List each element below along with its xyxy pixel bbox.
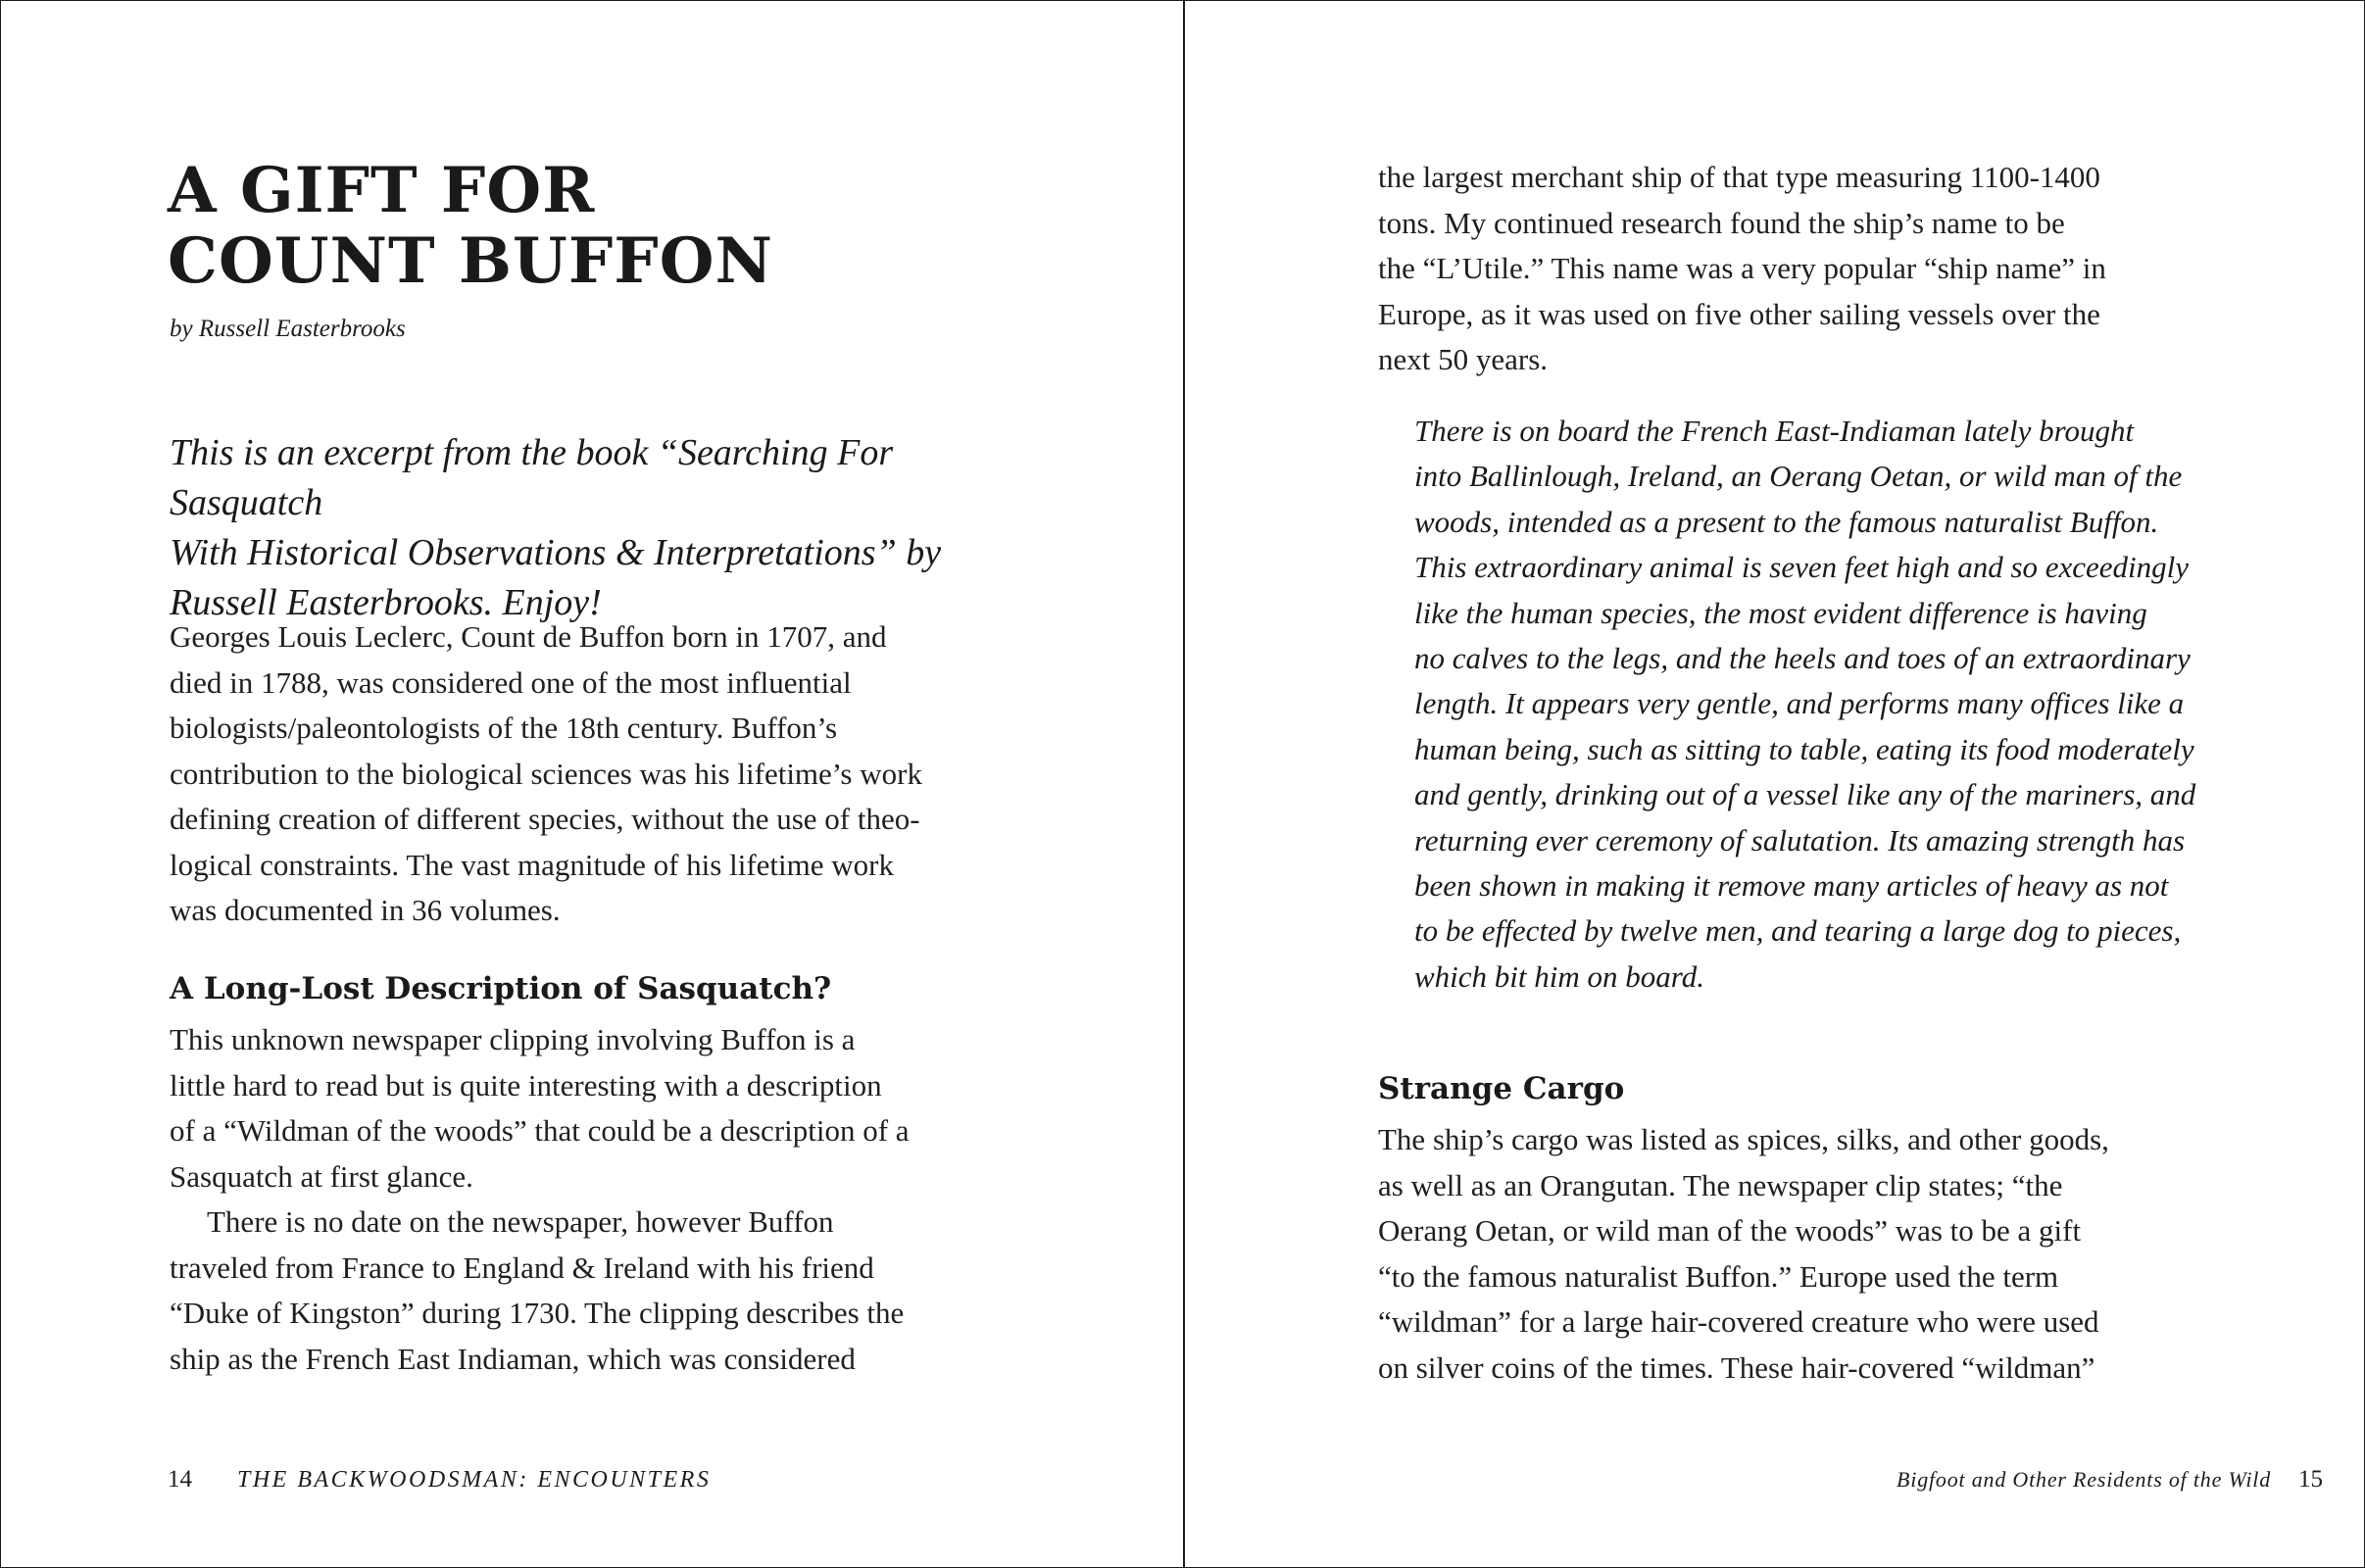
- text-line: “Duke of Kingston” during 1730. The clipping describes the: [170, 1296, 905, 1330]
- quote-line: woods, intended as a present to the famous naturalist Buffon.: [1414, 504, 2159, 539]
- text-line: biologists/paleontologists of the 18th century. Buffon’s: [170, 710, 838, 745]
- title-line: COUNT BUFFON: [168, 224, 773, 298]
- text-line: was documented in 36 volumes.: [170, 893, 561, 927]
- article-title: [168, 156, 773, 297]
- text-line: the “L’Utile.” This name was a very popular “ship name” in: [1378, 251, 2106, 285]
- newspaper-quote: [1414, 409, 2195, 1000]
- quote-line: been shown in making it remove many articles of heavy as not: [1414, 868, 2169, 904]
- text-line: tons. My continued research found the ship’s name to be: [1378, 205, 2065, 240]
- text-line: Oerang Oetan, or wild man of the woods” was to be a gift: [1378, 1213, 2082, 1248]
- left-page-footer: [168, 1465, 711, 1494]
- quote-line: no calves to the legs, and the heels and toes of an extraordinary: [1414, 641, 2191, 676]
- text-line: “wildman” for a large hair-covered creature who were used: [1378, 1304, 2099, 1339]
- quote-line: returning ever ceremony of salutation. Its amazing strength has: [1414, 822, 2186, 858]
- byline: by Russell Easterbrooks: [170, 316, 406, 342]
- intro-line: Russell Easterbrooks. Enjoy!: [170, 582, 602, 623]
- intro-excerpt-note: [170, 428, 1012, 628]
- quote-line: This extraordinary animal is seven feet high and so exceedingly: [1414, 550, 2190, 585]
- text-line: as well as an Orangutan. The newspaper clip states; “the: [1378, 1167, 2063, 1202]
- body-paragraph-ship: [1378, 155, 2106, 383]
- text-line: There is no date on the newspaper, however Buffon: [207, 1204, 834, 1239]
- body-paragraph-buffon: [170, 614, 922, 934]
- body-paragraph-cargo: [1378, 1117, 2109, 1391]
- section-heading-strange-cargo: Strange Cargo: [1378, 1071, 1625, 1106]
- text-line: defining creation of different species, without the use of theo-: [170, 802, 920, 836]
- body-paragraph-clipping: [170, 1017, 910, 1382]
- quote-line: There is on board the French East-Indiaman lately brought: [1414, 414, 2135, 448]
- text-line: The ship’s cargo was listed as spices, silks, and other goods,: [1378, 1122, 2109, 1156]
- text-line: contribution to the biological sciences was his lifetime’s work: [170, 756, 922, 791]
- intro-line: With Historical Observations & Interpretations” by: [170, 532, 942, 573]
- text-line: traveled from France to England & Ireland with his friend: [170, 1250, 874, 1285]
- page-number: 14: [168, 1466, 192, 1493]
- text-line: ship as the French East Indiaman, which was considered: [170, 1341, 856, 1376]
- text-line: on silver coins of the times. These hair-covered “wildman”: [1378, 1349, 2095, 1385]
- right-page: [1185, 1, 2364, 1567]
- section-heading-long-lost: A Long-Lost Description of Sasquatch?: [170, 971, 832, 1006]
- text-line: This unknown newspaper clipping involving Buffon is a: [170, 1022, 856, 1056]
- page-number: 15: [2298, 1466, 2323, 1493]
- text-line: next 50 years.: [1378, 342, 1549, 376]
- text-line: little hard to read but is quite interesting with a description: [170, 1067, 882, 1102]
- quote-line: into Ballinlough, Ireland, an Oerang Oetan, or wild man of the: [1414, 459, 2183, 494]
- text-line: logical constraints. The vast magnitude of his lifetime work: [170, 847, 894, 882]
- quote-line: and gently, drinking out of a vessel like any of the mariners, and: [1414, 777, 2196, 812]
- text-line: “to the famous naturalist Buffon.” Europe used the term: [1378, 1258, 2059, 1294]
- left-page: [1, 1, 1183, 1567]
- text-line: of a “Wildman of the woods” that could be a description of a: [170, 1113, 910, 1148]
- quote-line: human being, such as sitting to table, eating its food moderately: [1414, 731, 2194, 766]
- title-line: A GIFT FOR: [168, 154, 596, 227]
- text-line: Georges Louis Leclerc, Count de Buffon born in 1707, and: [170, 619, 887, 654]
- quote-line: like the human species, the most evident difference is having: [1414, 595, 2147, 630]
- text-line: Sasquatch at first glance.: [170, 1158, 473, 1194]
- text-line: died in 1788, was considered one of the most influential: [170, 664, 852, 700]
- text-line: the largest merchant ship of that type measuring 1100-1400: [1378, 160, 2100, 194]
- right-page-footer: [1897, 1465, 2323, 1494]
- quote-line: which bit him on board.: [1414, 958, 1704, 994]
- running-title: THE BACKWOODSMAN: ENCOUNTERS: [237, 1467, 712, 1493]
- running-title: Bigfoot and Other Residents of the Wild: [1897, 1467, 2271, 1492]
- intro-line: This is an excerpt from the book “Searching For Sasquatch: [170, 432, 894, 523]
- quote-line: length. It appears very gentle, and performs many offices like a: [1414, 686, 2185, 721]
- text-line: Europe, as it was used on five other sailing vessels over the: [1378, 296, 2100, 331]
- quote-line: to be effected by twelve men, and tearing a large dog to pieces,: [1414, 913, 2182, 949]
